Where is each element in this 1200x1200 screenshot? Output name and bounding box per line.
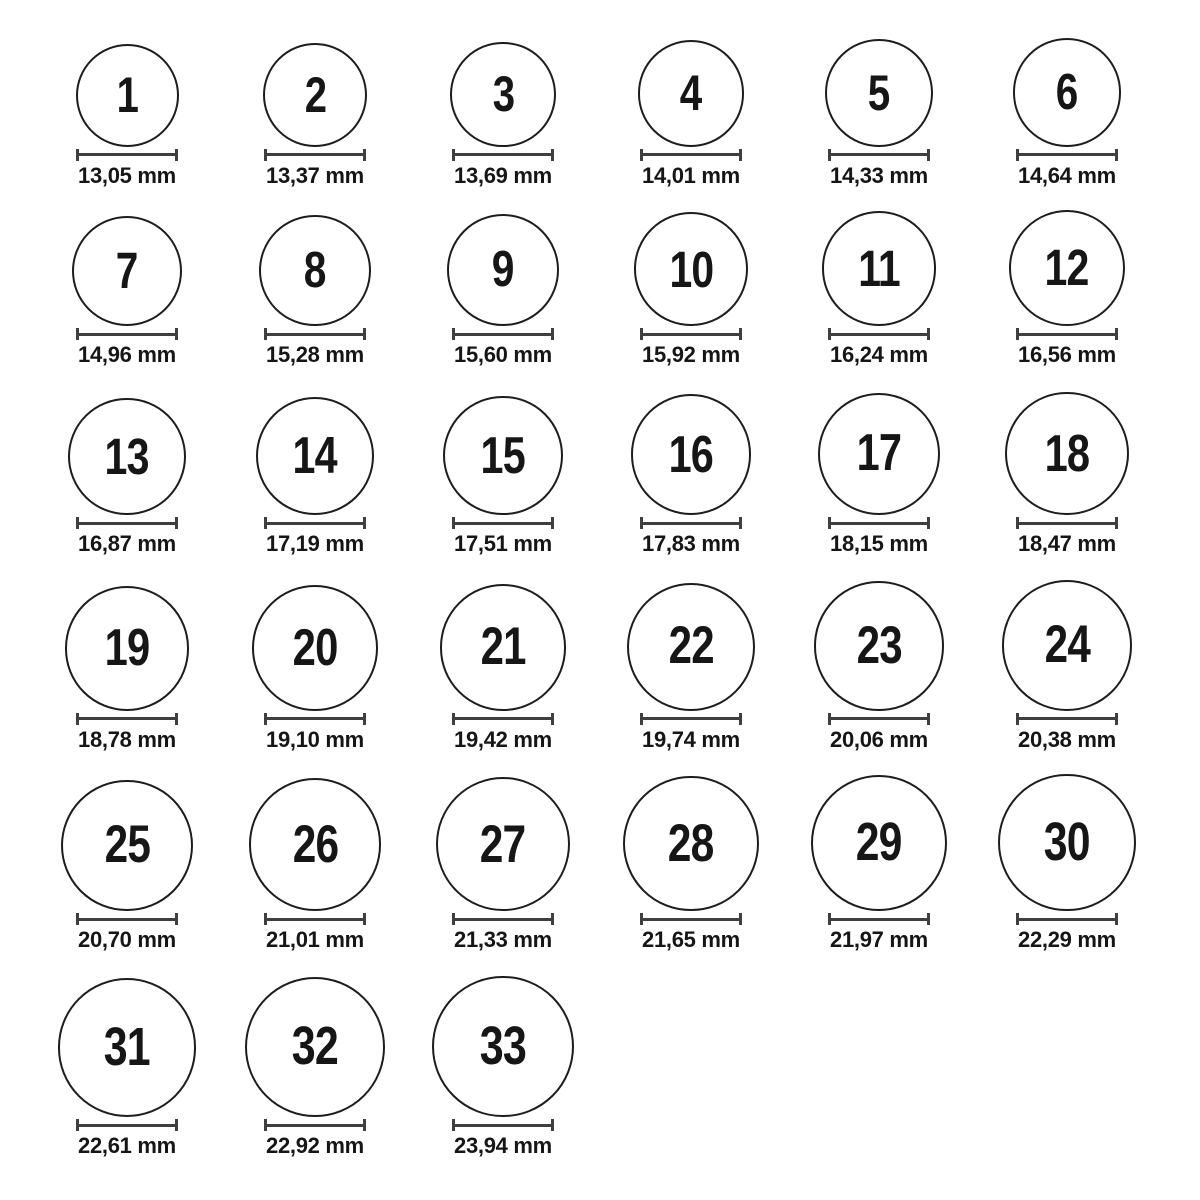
- ring-size-number: 10: [669, 240, 713, 298]
- ring-size-number: 5: [868, 63, 890, 121]
- measure-bar: [264, 153, 366, 156]
- diameter-measure-line: [1016, 517, 1118, 529]
- ring-circle: [634, 212, 748, 326]
- ring-circle: [259, 215, 370, 326]
- diameter-label: 14,33 mm: [830, 162, 928, 188]
- size-row: [33, 774, 1200, 954]
- ring-size-number: 3: [492, 66, 514, 123]
- size-cell: [221, 43, 409, 189]
- diameter-measure-line: [264, 328, 366, 340]
- size-cell: [409, 214, 597, 369]
- ring-circle: [638, 40, 745, 147]
- measure-bar: [828, 717, 930, 720]
- diameter-measure-line: [264, 1119, 366, 1131]
- ring-circle: [450, 42, 555, 147]
- ring-circle: [72, 216, 182, 326]
- ring-circle: [447, 214, 560, 327]
- ring-size-number: 12: [1044, 239, 1090, 297]
- ring-size-number: 33: [479, 1015, 527, 1076]
- diameter-label: 14,64 mm: [1018, 162, 1116, 188]
- diameter-measure-line: [1016, 713, 1118, 725]
- size-cell: [33, 398, 221, 557]
- size-cell: [973, 392, 1161, 557]
- diameter-label: 14,01 mm: [642, 162, 740, 188]
- ring-circle: [631, 394, 752, 515]
- measure-bar: [264, 522, 366, 525]
- diameter-label: 13,69 mm: [454, 162, 552, 188]
- ring-size-number: 15: [480, 425, 526, 484]
- size-cell: [33, 978, 221, 1159]
- ring-size-number: 26: [292, 815, 338, 875]
- measure-bar: [264, 1124, 366, 1127]
- size-cell: [409, 976, 597, 1159]
- measure-bar: [1016, 717, 1118, 720]
- size-cell: [785, 393, 973, 557]
- diameter-measure-line: [264, 713, 366, 725]
- ring-circle: [623, 776, 758, 911]
- diameter-label: 19,10 mm: [266, 726, 364, 752]
- diameter-measure-line: [76, 713, 178, 725]
- ring-size-number: 6: [1056, 63, 1078, 121]
- ring-size-number: 27: [480, 814, 526, 874]
- size-row: [33, 38, 1200, 189]
- measure-bar: [640, 522, 742, 525]
- measure-bar: [640, 717, 742, 720]
- diameter-label: 21,97 mm: [830, 927, 928, 953]
- measure-bar: [76, 1124, 178, 1127]
- size-row: [33, 580, 1200, 752]
- ring-circle: [68, 398, 185, 515]
- ring-size-number: 20: [292, 618, 338, 677]
- diameter-measure-line: [452, 149, 554, 161]
- ring-circle: [436, 777, 570, 911]
- diameter-label: 15,60 mm: [454, 342, 552, 368]
- ring-circle: [256, 397, 374, 515]
- diameter-label: 18,78 mm: [78, 726, 176, 752]
- ring-circle: [263, 43, 367, 147]
- ring-circle: [811, 775, 947, 911]
- diameter-measure-line: [264, 149, 366, 161]
- ring-circle: [440, 584, 567, 711]
- ring-size-number: 7: [116, 241, 138, 299]
- measure-bar: [452, 1124, 554, 1127]
- measure-bar: [640, 333, 742, 336]
- measure-bar: [452, 522, 554, 525]
- diameter-measure-line: [640, 713, 742, 725]
- ring-size-number: 32: [291, 1016, 339, 1077]
- diameter-measure-line: [1016, 913, 1118, 925]
- diameter-measure-line: [640, 913, 742, 925]
- diameter-label: 21,33 mm: [454, 927, 552, 953]
- diameter-measure-line: [452, 517, 554, 529]
- measure-bar: [452, 918, 554, 921]
- diameter-label: 18,15 mm: [830, 531, 928, 557]
- size-cell: [221, 397, 409, 557]
- diameter-measure-line: [828, 517, 930, 529]
- diameter-label: 17,51 mm: [454, 531, 552, 557]
- ring-size-number: 2: [304, 66, 326, 123]
- size-cell: [785, 39, 973, 189]
- size-cell: [33, 44, 221, 189]
- ring-circle: [432, 976, 573, 1117]
- size-cell: [973, 38, 1161, 189]
- ring-circle: [61, 780, 193, 912]
- size-cell: [597, 776, 785, 953]
- size-cell: [597, 40, 785, 189]
- diameter-measure-line: [640, 328, 742, 340]
- diameter-label: 19,42 mm: [454, 726, 552, 752]
- ring-size-number: 21: [480, 617, 526, 676]
- ring-circle: [1002, 580, 1132, 710]
- ring-size-number: 9: [492, 240, 514, 298]
- ring-circle: [1013, 38, 1122, 147]
- ring-size-number: 4: [680, 64, 702, 122]
- ring-circle: [1009, 210, 1125, 326]
- diameter-label: 13,05 mm: [78, 162, 176, 188]
- measure-bar: [1016, 333, 1118, 336]
- diameter-label: 16,56 mm: [1018, 342, 1116, 368]
- ring-size-number: 22: [668, 616, 714, 676]
- diameter-measure-line: [452, 913, 554, 925]
- diameter-measure-line: [76, 913, 178, 925]
- ring-circle: [825, 39, 933, 147]
- diameter-measure-line: [1016, 149, 1118, 161]
- measure-bar: [452, 153, 554, 156]
- diameter-measure-line: [76, 1119, 178, 1131]
- measure-bar: [452, 333, 554, 336]
- size-cell: [785, 775, 973, 953]
- ring-circle: [822, 211, 937, 326]
- ring-circle: [818, 393, 940, 515]
- measure-bar: [76, 522, 178, 525]
- ring-size-number: 13: [104, 426, 150, 485]
- measure-bar: [1016, 918, 1118, 921]
- size-cell: [221, 585, 409, 753]
- size-cell: [973, 774, 1161, 954]
- ring-size-number: 1: [116, 67, 138, 124]
- measure-bar: [76, 333, 178, 336]
- size-cell: [409, 396, 597, 558]
- diameter-label: 17,83 mm: [642, 531, 740, 557]
- size-cell: [221, 977, 409, 1159]
- ring-size-number: 23: [856, 615, 902, 675]
- diameter-label: 17,19 mm: [266, 531, 364, 557]
- size-cell: [973, 580, 1161, 752]
- ring-size-number: 18: [1044, 424, 1090, 483]
- diameter-label: 23,94 mm: [454, 1133, 552, 1159]
- size-cell: [409, 584, 597, 753]
- size-row: [33, 976, 1200, 1159]
- measure-bar: [828, 153, 930, 156]
- size-row: [33, 210, 1200, 368]
- ring-circle: [443, 396, 563, 516]
- diameter-measure-line: [640, 149, 742, 161]
- diameter-measure-line: [76, 517, 178, 529]
- size-row: [33, 392, 1200, 557]
- measure-bar: [76, 717, 178, 720]
- ring-circle: [252, 585, 378, 711]
- ring-size-number: 19: [104, 619, 150, 678]
- diameter-label: 22,92 mm: [266, 1133, 364, 1159]
- diameter-measure-line: [828, 913, 930, 925]
- diameter-label: 19,74 mm: [642, 726, 740, 752]
- diameter-label: 13,37 mm: [266, 162, 364, 188]
- size-cell: [785, 581, 973, 752]
- size-cell: [33, 586, 221, 752]
- ring-size-number: 25: [104, 814, 150, 874]
- diameter-label: 21,01 mm: [266, 927, 364, 953]
- size-cell: [597, 394, 785, 557]
- size-cell: [597, 212, 785, 368]
- ring-size-number: 29: [856, 813, 902, 873]
- size-cell: [221, 778, 409, 953]
- ring-size-number: 14: [292, 426, 338, 485]
- diameter-label: 15,28 mm: [266, 342, 364, 368]
- ring-size-number: 28: [668, 813, 714, 873]
- size-cell: [785, 211, 973, 368]
- ring-size-number: 17: [856, 424, 902, 483]
- diameter-label: 20,70 mm: [78, 927, 176, 953]
- size-cell: [33, 780, 221, 954]
- diameter-label: 14,96 mm: [78, 342, 176, 368]
- size-cell: [409, 777, 597, 953]
- ring-circle: [627, 583, 755, 711]
- size-cell: [973, 210, 1161, 368]
- size-cell: [409, 42, 597, 189]
- size-cell: [597, 583, 785, 753]
- diameter-label: 16,24 mm: [830, 342, 928, 368]
- diameter-measure-line: [264, 913, 366, 925]
- diameter-label: 16,87 mm: [78, 531, 176, 557]
- measure-bar: [264, 333, 366, 336]
- diameter-measure-line: [264, 517, 366, 529]
- diameter-measure-line: [828, 713, 930, 725]
- ring-size-number: 30: [1043, 812, 1090, 872]
- diameter-measure-line: [640, 517, 742, 529]
- diameter-label: 20,06 mm: [830, 726, 928, 752]
- measure-bar: [640, 918, 742, 921]
- diameter-label: 15,92 mm: [642, 342, 740, 368]
- ring-size-number: 11: [858, 239, 900, 297]
- diameter-measure-line: [452, 713, 554, 725]
- measure-bar: [828, 333, 930, 336]
- measure-bar: [76, 918, 178, 921]
- ring-circle: [1005, 392, 1128, 515]
- diameter-measure-line: [76, 149, 178, 161]
- measure-bar: [264, 717, 366, 720]
- ring-circle: [998, 774, 1136, 912]
- measure-bar: [828, 522, 930, 525]
- size-cell: [33, 216, 221, 368]
- diameter-measure-line: [828, 149, 930, 161]
- diameter-label: 18,47 mm: [1018, 531, 1116, 557]
- measure-bar: [640, 153, 742, 156]
- diameter-label: 22,29 mm: [1018, 927, 1116, 953]
- diameter-measure-line: [452, 1119, 554, 1131]
- ring-circle: [249, 778, 382, 911]
- diameter-measure-line: [1016, 328, 1118, 340]
- ring-size-number: 24: [1044, 615, 1090, 675]
- ring-size-rows: [33, 38, 1200, 1159]
- ring-size-number: 16: [668, 424, 714, 483]
- diameter-measure-line: [828, 328, 930, 340]
- diameter-label: 22,61 mm: [78, 1133, 176, 1159]
- ring-size-number: 31: [103, 1017, 151, 1078]
- size-cell: [221, 215, 409, 368]
- measure-bar: [1016, 153, 1118, 156]
- measure-bar: [264, 918, 366, 921]
- diameter-measure-line: [452, 328, 554, 340]
- ring-circle: [65, 586, 189, 710]
- ring-size-number: 8: [304, 240, 326, 298]
- diameter-label: 20,38 mm: [1018, 726, 1116, 752]
- ring-circle: [58, 978, 197, 1117]
- ring-circle: [245, 977, 385, 1117]
- diameter-measure-line: [76, 328, 178, 340]
- measure-bar: [452, 717, 554, 720]
- diameter-label: 21,65 mm: [642, 927, 740, 953]
- ring-circle: [76, 44, 179, 147]
- measure-bar: [828, 918, 930, 921]
- measure-bar: [76, 153, 178, 156]
- measure-bar: [1016, 522, 1118, 525]
- ring-circle: [814, 581, 943, 710]
